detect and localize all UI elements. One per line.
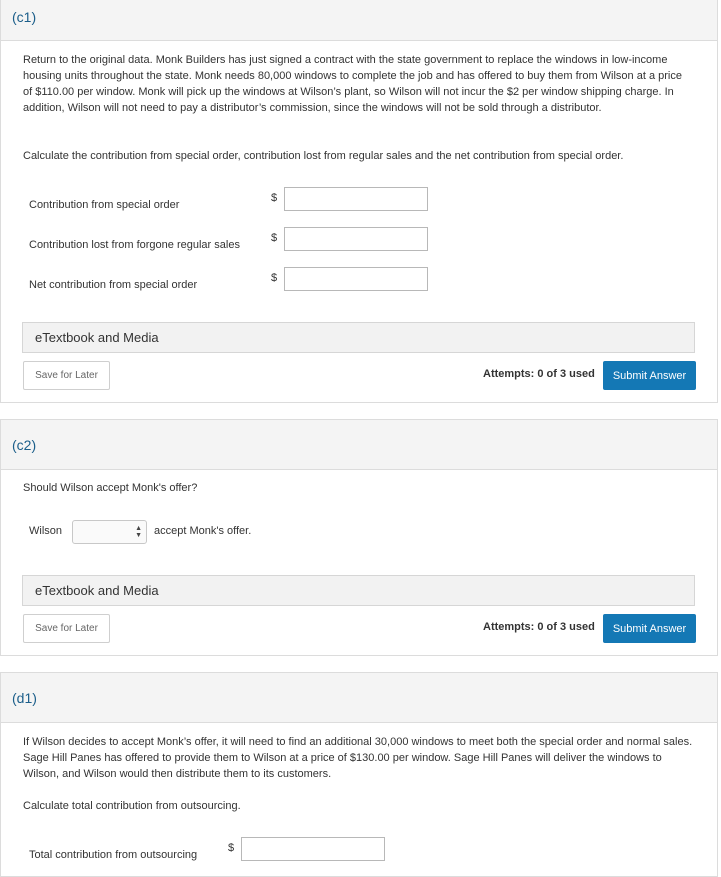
contribution-lost-input[interactable] bbox=[284, 227, 428, 251]
dollar-sign: $ bbox=[271, 192, 278, 204]
c1-paragraph: Return to the original data. Monk Builders has just signed a contract with the state government to replace the windows in low-income housing units throughout the state. Monk needs 80,000 windows to complete the job and has offered to buy them from Wilson at a price of $110.00 per window. Monk will pick up the windows at Wilson’s plant, so Wilson will not incur the $2 per window shipping charge. In addition, Wilson will not need to pay a distributor’s commission, since the windows will not be sold through a distributor. bbox=[23, 54, 682, 114]
dollar-sign: $ bbox=[228, 842, 235, 854]
d1-title: (d1) bbox=[12, 690, 37, 706]
net-contribution-label: Net contribution from special order bbox=[29, 279, 198, 291]
c2-save-for-later-button[interactable]: Save for Later bbox=[23, 614, 110, 643]
c2-etextbook-bar[interactable]: eTextbook and Media bbox=[22, 575, 695, 606]
dollar-sign: $ bbox=[271, 272, 278, 284]
c2-suffix-label: accept Monk's offer. bbox=[154, 525, 252, 537]
select-updown-icon: ▲ ▼ bbox=[135, 525, 142, 539]
c1-submit-answer-button[interactable]: Submit Answer bbox=[603, 361, 696, 390]
total-contribution-outsourcing-label: Total contribution from outsourcing bbox=[29, 849, 198, 861]
contribution-lost-label: Contribution lost from forgone regular sales bbox=[29, 239, 240, 251]
dollar-sign: $ bbox=[271, 232, 278, 244]
accept-offer-select[interactable] bbox=[72, 520, 147, 544]
c1-save-for-later-button[interactable]: Save for Later bbox=[23, 361, 110, 390]
c2-title: (c2) bbox=[12, 437, 37, 453]
c1-title: (c1) bbox=[12, 9, 37, 25]
net-contribution-input[interactable] bbox=[284, 267, 428, 291]
d1-paragraph: If Wilson decides to accept Monk’s offer, it will need to find an additional 30,000 windows to meet both the special order and normal sales. Sage Hill Panes has offered to provide them to Wilson at a price of $130.00 per window. Sage Hill Panes will deliver the windows to Wilson, and Wilson would then distribute them to its customers. bbox=[23, 736, 693, 780]
c2-submit-answer-button[interactable]: Submit Answer bbox=[603, 614, 696, 643]
c1-instruction: Calculate the contribution from special order, contribution lost from regular sales and the net contribution from special order. bbox=[23, 150, 624, 162]
d1-instruction: Calculate total contribution from outsourcing. bbox=[23, 800, 241, 812]
c2-attempts: Attempts: 0 of 3 used bbox=[483, 621, 595, 633]
c2-question: Should Wilson accept Monk's offer? bbox=[23, 482, 198, 494]
c1-etextbook-bar[interactable]: eTextbook and Media bbox=[22, 322, 695, 353]
c1-attempts: Attempts: 0 of 3 used bbox=[483, 368, 595, 380]
d1-header bbox=[1, 673, 717, 723]
c2-header bbox=[1, 420, 717, 470]
total-contribution-outsourcing-input[interactable] bbox=[241, 837, 385, 861]
c1-header bbox=[1, 0, 717, 41]
contribution-special-order-input[interactable] bbox=[284, 187, 428, 211]
c2-prefix-label: Wilson bbox=[29, 525, 63, 537]
contribution-special-order-label: Contribution from special order bbox=[29, 199, 180, 211]
